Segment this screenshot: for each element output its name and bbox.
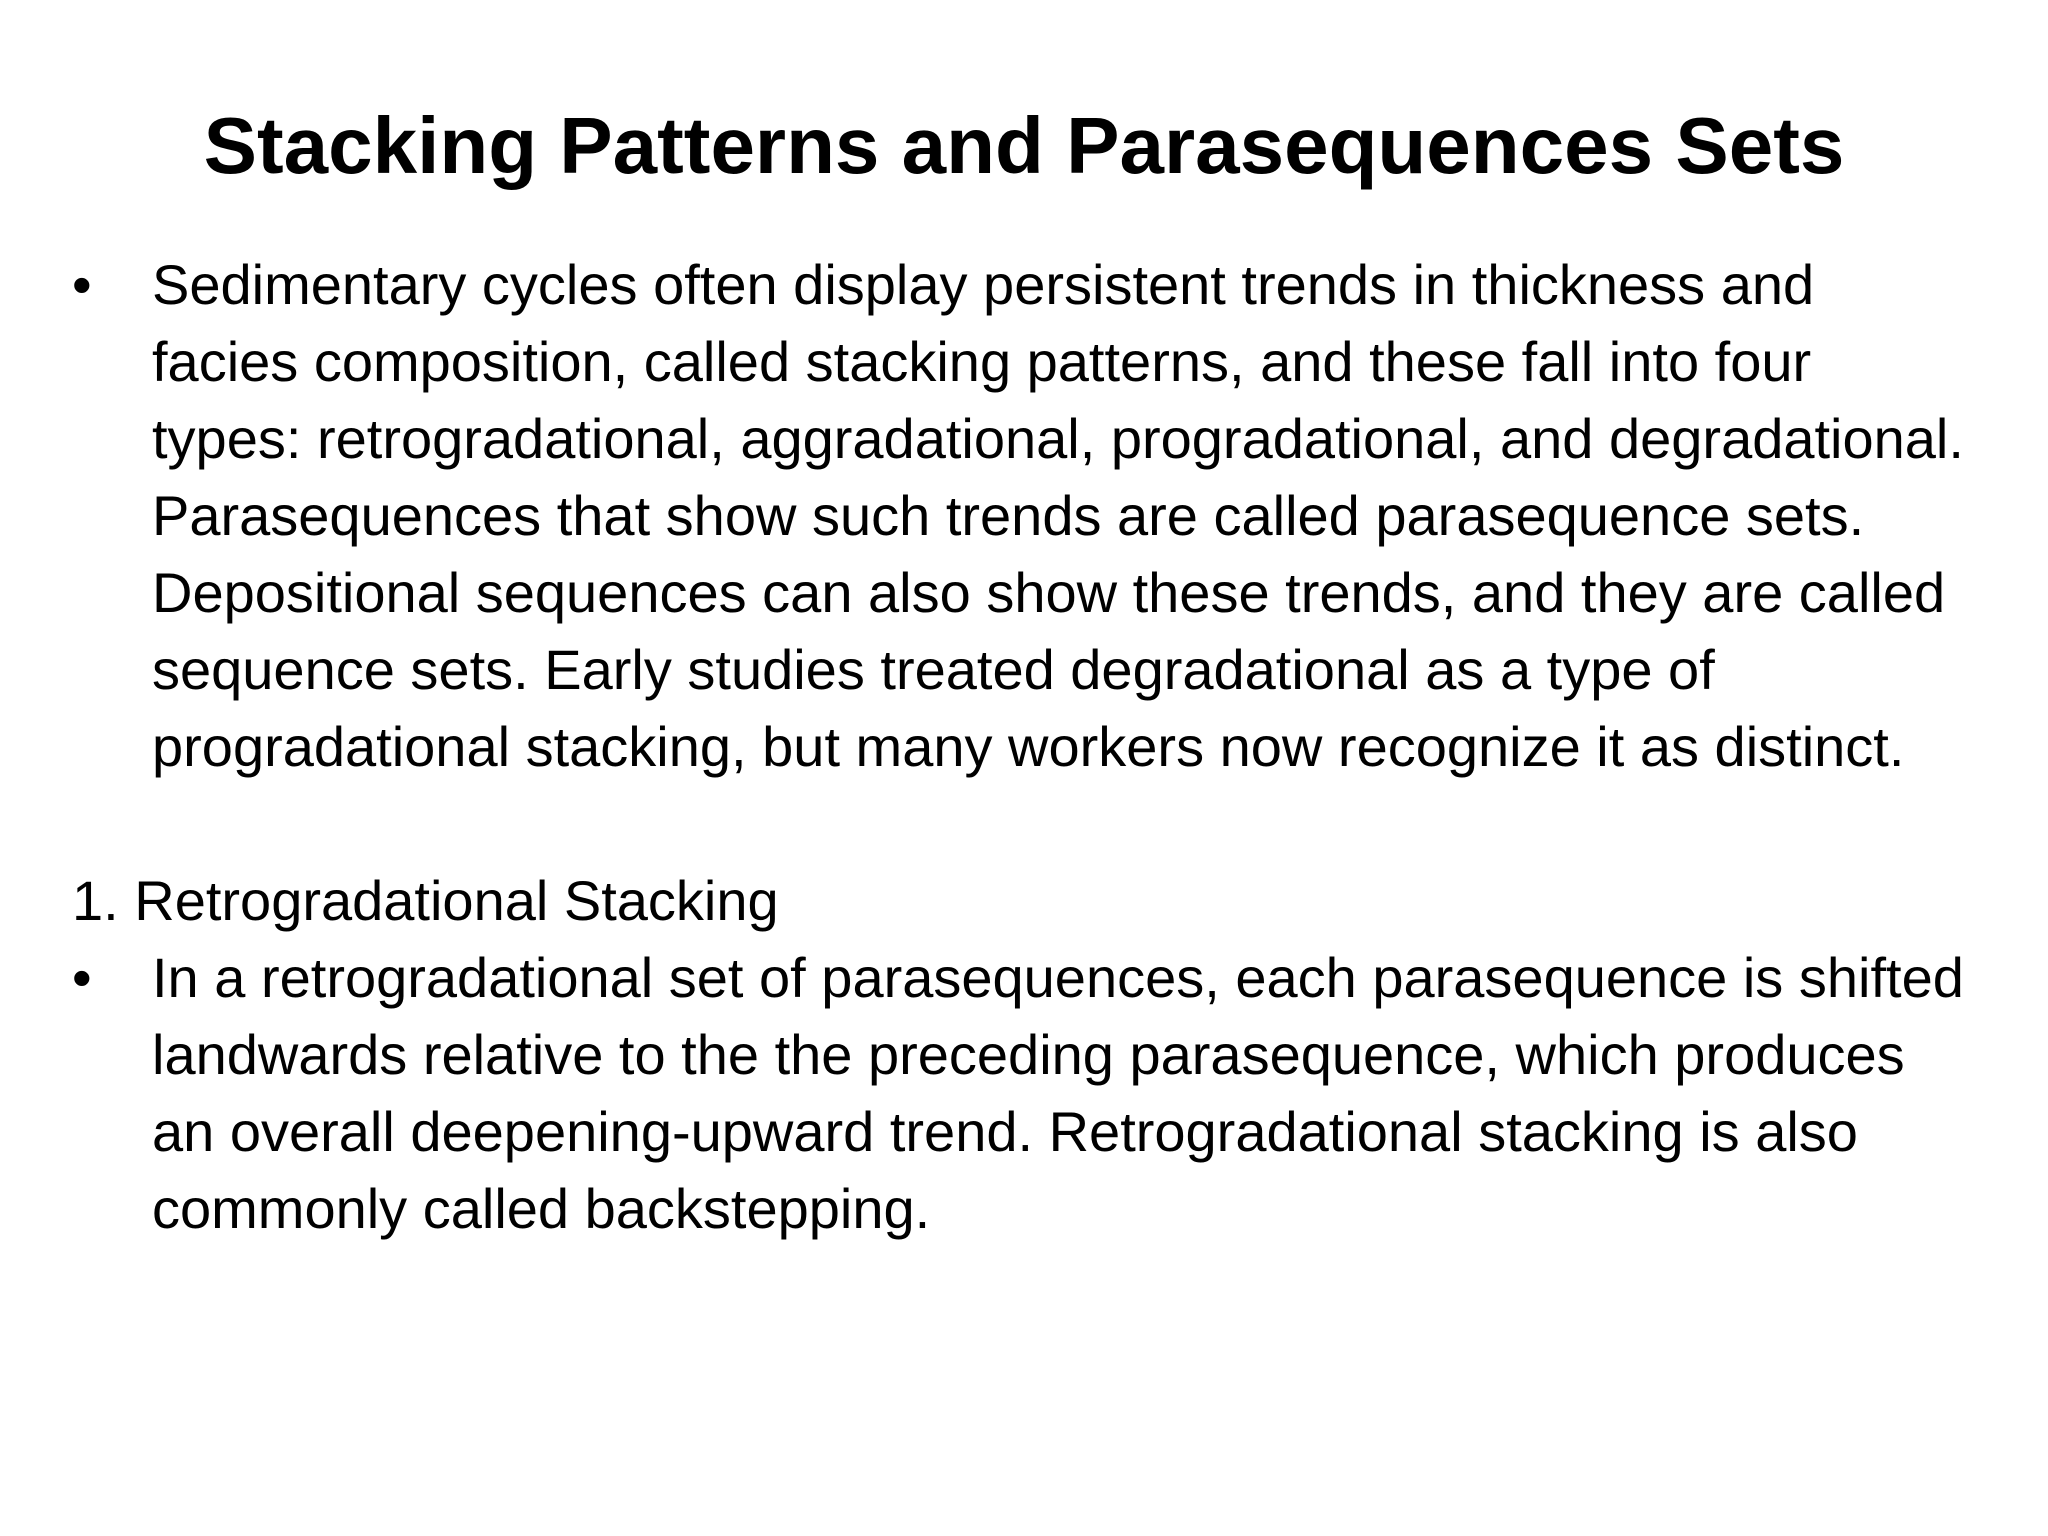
slide-body [72,246,1972,1247]
bullet-icon: • [72,946,92,1009]
bullet-paragraph-2 [72,939,1972,1247]
paragraph-1-text: Sedimentary cycles often display persistent trends in thickness and facies composition, called stacking patterns, and these fall into four types: retrogradational, aggradational, progradational, and degradational. Parasequences that show such trends are called parasequence sets. Depositional sequences can also show these trends, and they are called sequence sets. Early studies treated degradational as a type of progradational stacking, but many workers now recognize it as distinct. [152,253,1964,778]
bullet-icon: • [72,253,92,316]
section-heading-retrogradational: 1. Retrogradational Stacking [72,869,779,932]
bullet-paragraph-1 [72,246,1972,785]
slide-title: Stacking Patterns and Parasequences Sets [203,101,1845,190]
paragraph-2-text: In a retrogradational set of parasequences, each parasequence is shifted landwards relative to the the preceding parasequence, which produces an overall deepening-upward trend. Retrogradational stacking is also commonly called backstepping. [152,946,1964,1240]
